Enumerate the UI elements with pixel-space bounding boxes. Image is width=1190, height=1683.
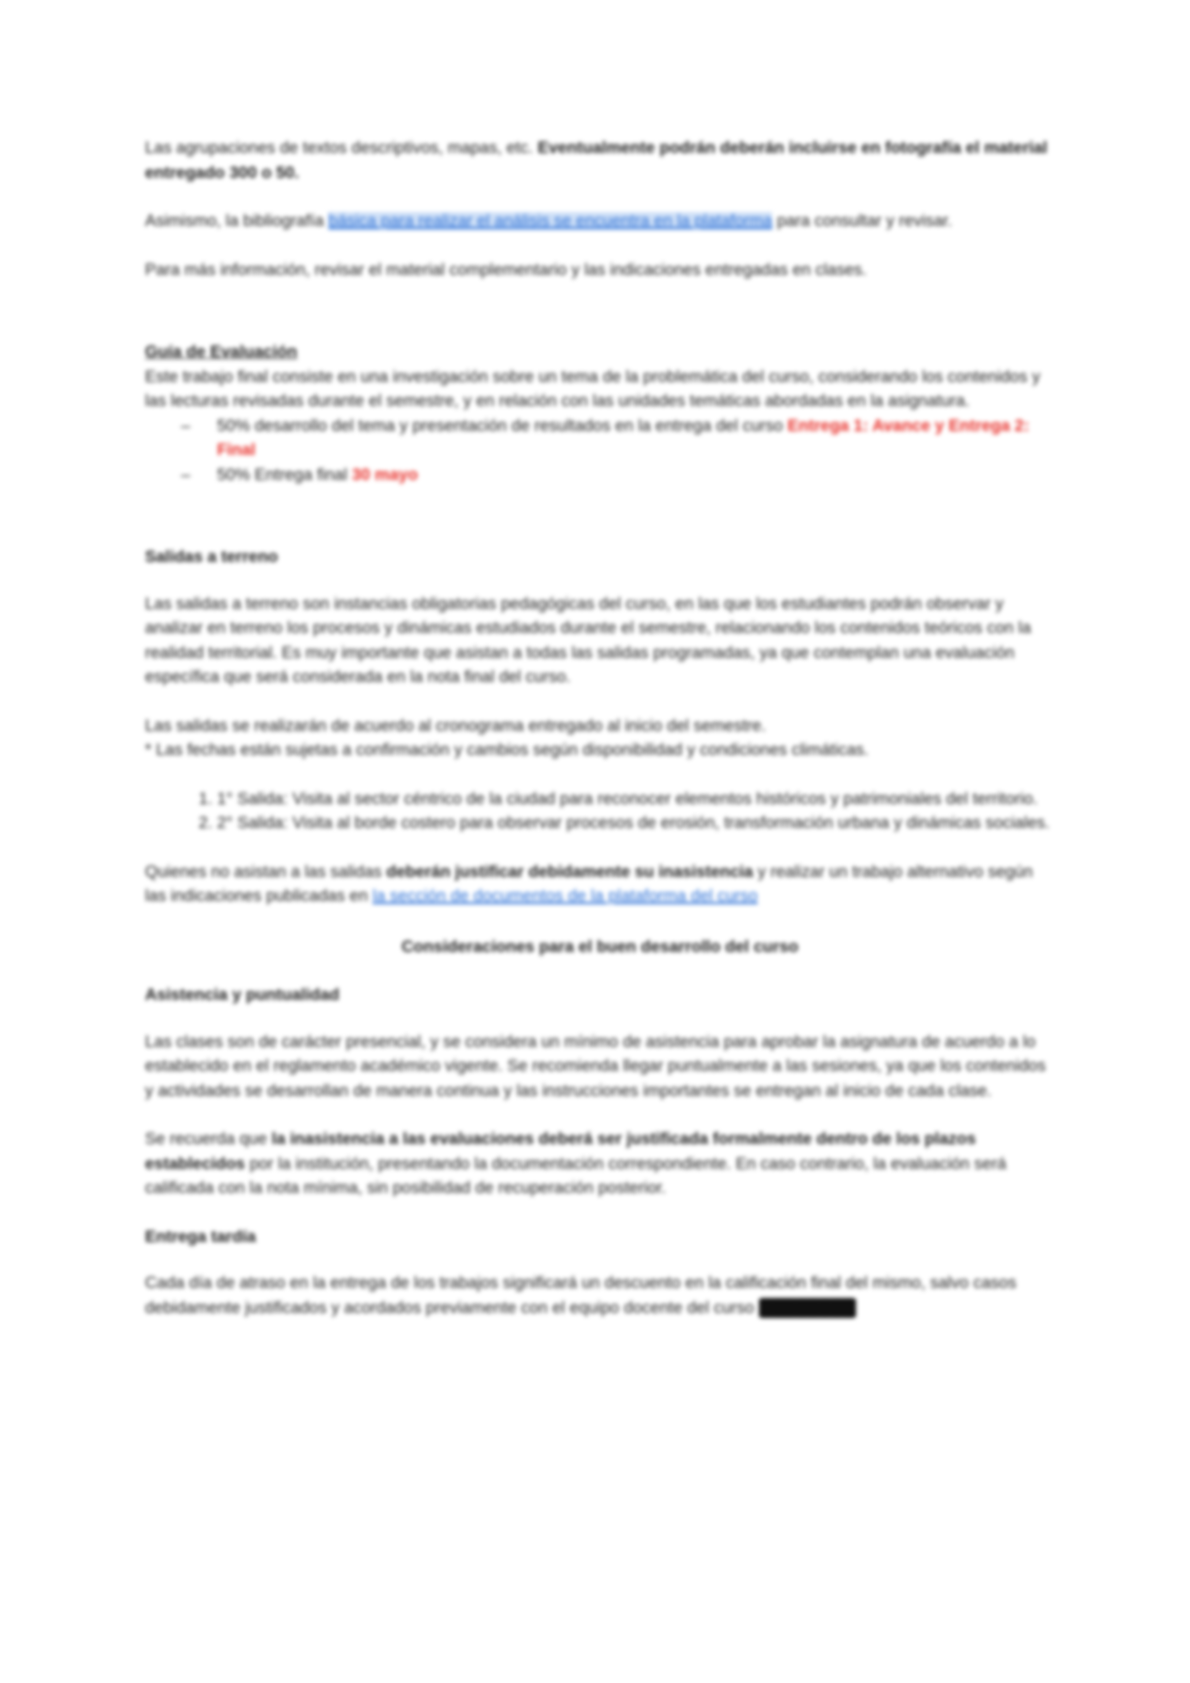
evaluation-item (217, 463, 1055, 488)
evaluation-heading: Guía de Evaluación (145, 343, 298, 361)
document-body (145, 136, 1055, 1344)
absence-text: Quienes no asistan a las salidas (145, 862, 382, 881)
intro-text: Las agrupaciones de textos descriptivos, mapas, etc. (145, 139, 533, 157)
intro-bold-text: Eventualmente podrán deberán incluirse en fotografía el material entregado 300 o 50. (145, 139, 1048, 182)
late-submission-heading: Entrega tardía (145, 1227, 256, 1246)
field-trips-paragraph: Las salidas a terreno son instancias obligatorias pedagógicas del curso, en las que los estudiantes podrán observar y analizar en terreno los procesos y dinámicas estudiados durante el semestre, relacionando los contenidos teóricos con la realidad territorial. Es muy importante que asistan a todas las salidas programadas, ya que contemplan una evaluación específica que será considerada en la nota final del curso. (145, 594, 1031, 686)
attendance-paragraph: Las clases son de carácter presencial, y se considera un mínimo de asistencia para aprobar la asignatura de acuerdo a lo establecido en el reglamento académico vigente. Se recomienda llegar puntualmente a las sesiones, ya que los contenidos y actividades se desarrollan de manera continua y las instrucciones importantes se entregan al inicio de cada clase. (145, 1032, 1046, 1100)
bibliography-text-end: para consultar y revisar. (776, 212, 953, 230)
considerations-title: Consideraciones para el buen desarrollo del curso (401, 937, 799, 956)
spacer (145, 306, 1055, 340)
field-trips-schedule: Las salidas se realizarán de acuerdo al cronograma entregado al inicio del semestre. (145, 716, 766, 735)
evaluation-item-date: 30 mayo (351, 465, 418, 484)
field-trip-item: 1. 1° Salida: Visita al sector céntrico de la ciudad para reconocer elementos históricos y patrimoniales del territorio. (217, 787, 1055, 812)
bibliography-paragraph (145, 209, 1055, 234)
justification-text: Se recuerda que (145, 1130, 268, 1148)
evaluation-item-text: 50% desarrollo del tema y presentación de resultados en la entrega del curso (217, 416, 783, 435)
field-trips-list (145, 787, 1055, 836)
absence-bold-text: deberán justificar debidamente su inasistencia (386, 862, 754, 881)
justification-paragraph (145, 1127, 1055, 1201)
attendance-heading: Asistencia y puntualidad (145, 986, 340, 1004)
intro-paragraph (145, 136, 1055, 185)
evaluation-item (217, 414, 1055, 463)
documents-link[interactable]: la sección de documentos de la plataforma del curso (372, 887, 758, 905)
justification-text-end: por la institución, presentando la documentación correspondiente. En caso contrario, la evaluación será calificada con la nota mínima, sin posibilidad de recuperación posterior. (145, 1154, 1007, 1197)
spacer (145, 511, 1055, 545)
evaluation-paragraph: Este trabajo final consiste en una investigación sobre un tema de la problemática del curso, considerando los contenidos y las lecturas revisadas durante el semestre, y en relación con las unidades temáticas abordadas en la asignatura. (145, 367, 1041, 410)
justification-bold-text: la inasistencia a las evaluaciones deberá ser justificada formalmente dentro de los plazos establecidos (145, 1130, 976, 1173)
evaluation-item-text: 50% Entrega final (217, 465, 348, 484)
bibliography-text: Asimismo, la bibliografía (145, 212, 324, 230)
redacted-text: ████████ (760, 1298, 855, 1317)
evaluation-item-date: Entrega 1: Avance y Entrega 2: Final (217, 416, 1030, 459)
field-trip-item: 2. 2° Salida: Visita al borde costero para observar procesos de erosión, transformación urbana y dinámicas sociales. (217, 811, 1055, 836)
absence-paragraph (145, 860, 1055, 909)
bibliography-link[interactable]: básica para realizar el análisis se encuentra en la plataforma (328, 212, 773, 230)
late-submission-paragraph (145, 1271, 1055, 1320)
absence-text-end: y realizar un trabajo alternativo según las indicaciones publicadas en (145, 862, 1033, 905)
evaluation-list (145, 414, 1055, 488)
field-trips-heading: Salidas a terreno (145, 548, 278, 566)
late-submission-text: Cada día de atraso en la entrega de los trabajos significará un descuento en la calificación final del mismo, salvo casos debidamente justificados y acordados previamente con el equipo docente del curso (145, 1274, 1017, 1317)
field-trips-note: * Las fechas están sujetas a confirmación y cambios según disponibilidad y condiciones climáticas. (145, 741, 869, 759)
info-paragraph: Para más información, revisar el material complementario y las indicaciones entregadas en clases. (145, 260, 867, 279)
